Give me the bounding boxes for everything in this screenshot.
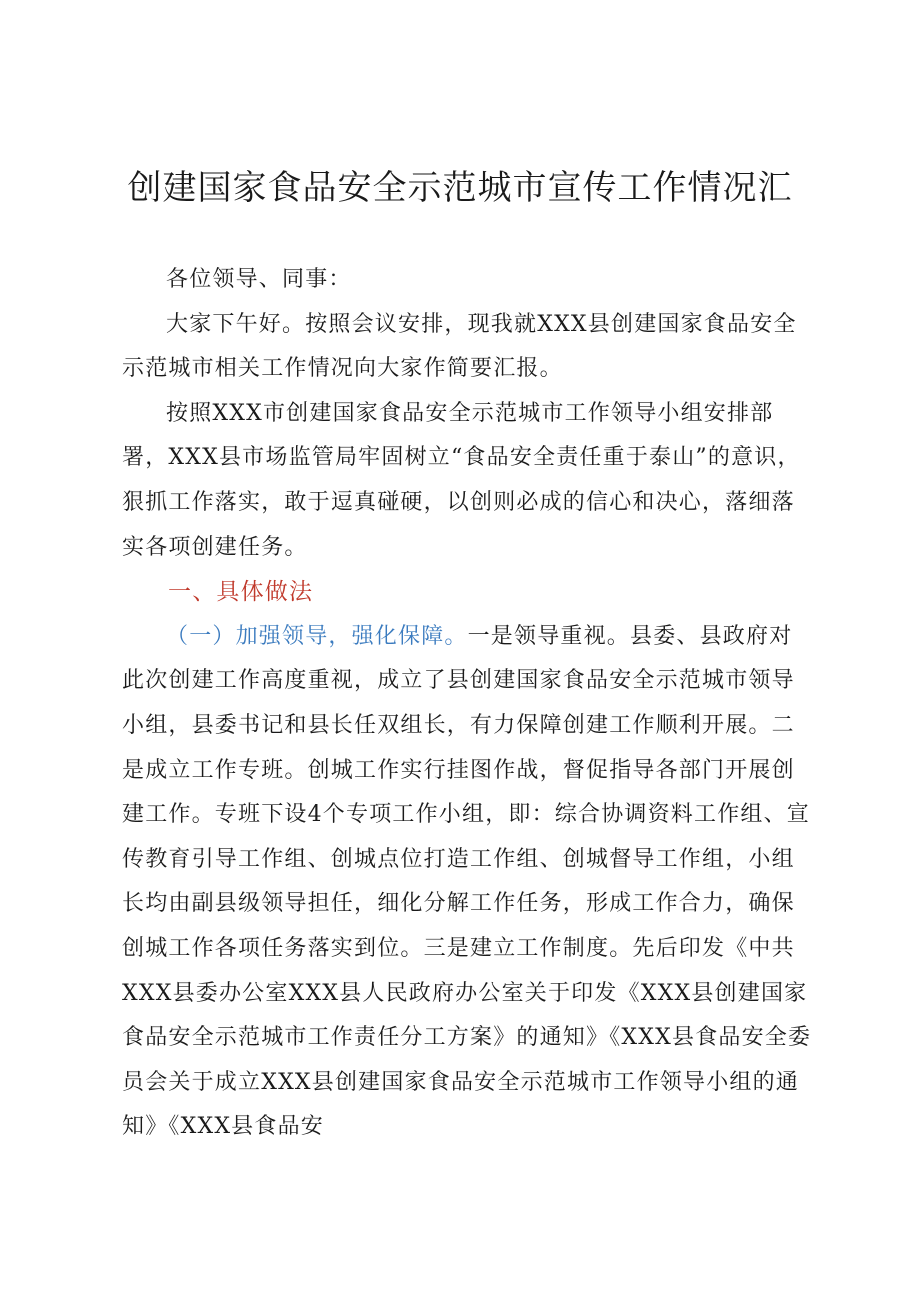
salutation: 各位领导、同事：	[166, 267, 352, 292]
paragraph: 大家下午好。按照会议安排，现我就XXX县创建国家食品安全示范城市相关工作情况向大家作简要汇报。	[122, 311, 797, 382]
paragraph: 按照XXX市创建国家食品安全示范城市工作领导小组安排部署，XXX县市场监管局牢固树立“食品安全责任重于泰山”的意识，狠抓工作落实，敢于逗真碰硬，以创则必成的信心和决心，落细落实各项创建任务。	[122, 400, 801, 560]
section-heading: 一、具体做法	[168, 579, 314, 606]
subsection-body: 一是领导重视。县委、县政府对此次创建工作高度重视，成立了县创建国家食品安全示范城市领导小组，县委书记和县长任双组长，有力保障创建工作顺利开展。二是成立工作专班。创城工作实行挂图作战，督促指导各部门开展创建工作。专班下设4个专项工作小组，即：综合协调资料工作组、宣传教育引导工作组、创城点位打造工作组、创城督导工作组，小组长均由副县级领导担任，细化分解工作任务，形成工作合力，确保创城工作各项任务落实到位。三是建立工作制度。先后印发《中共XXX县委办公室XXX县人民政府办公室关于印发《XXX县创建国家食品安全示范城市工作责任分工方案》的通知》《XXX县食品安全委员会关于成立XXX县创建国家食品安全示范城市工作领导小组的通知》《XXX县食品安	[122, 623, 812, 1140]
subsection-paragraph	[122, 615, 812, 1150]
subsection-heading: （一）加强领导，强化保障。	[166, 623, 468, 649]
document-title: 创建国家食品安全示范城市宣传工作情况汇	[127, 168, 793, 208]
document-body	[122, 258, 812, 1150]
